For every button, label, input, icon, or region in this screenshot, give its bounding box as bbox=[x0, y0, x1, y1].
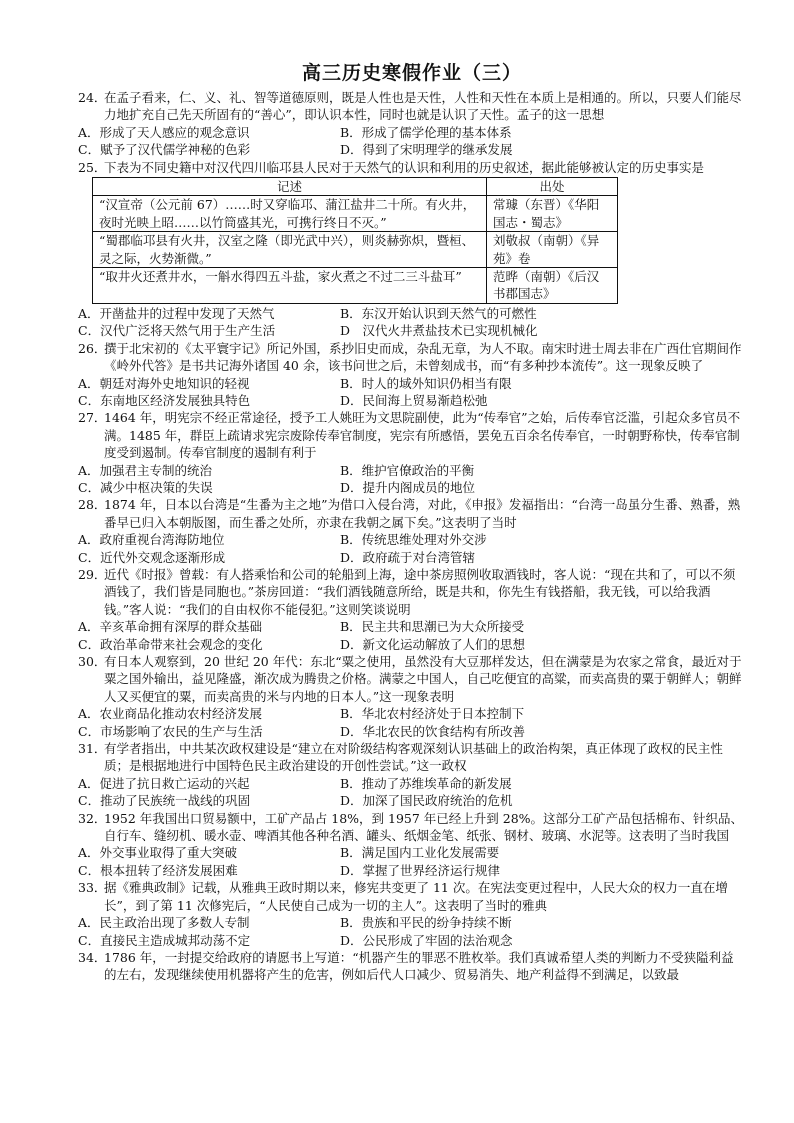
answer-option: C．推动了民族统一战线的巩固 bbox=[78, 793, 251, 809]
answer-options bbox=[78, 462, 746, 497]
answer-option: A．开凿盐井的过程中发现了天然气 bbox=[78, 305, 275, 321]
question-number: 31． bbox=[78, 741, 107, 757]
answer-options bbox=[78, 705, 746, 740]
question-text: 1952 年我国出口贸易额中，工矿产品占 18%，到 1957 年已经上升到 28%。这部分工矿产品包括棉布、针织品、自行车、缝纫机、暖水壶、啤酒其他各种名酒、罐头、纸烟金笔、纸张、钢材、玻璃、水泥等。这表明了当时我国 bbox=[104, 810, 744, 844]
answer-option: A．形成了天人感应的观念意识 bbox=[78, 124, 250, 140]
answer-option: D 汉代火井煮盐技术已实现机械化 bbox=[340, 323, 538, 339]
table-header-row bbox=[93, 178, 618, 196]
question-stem bbox=[78, 89, 746, 124]
answer-option: B．推动了苏维埃革命的新发展 bbox=[340, 775, 512, 791]
answer-option: A．外交事业取得了重大突破 bbox=[78, 845, 238, 861]
answer-option: B．传统思维处理对外交涉 bbox=[340, 532, 487, 548]
answer-options bbox=[78, 305, 746, 340]
table-row bbox=[93, 268, 618, 304]
question-stem bbox=[78, 653, 746, 705]
question-number: 34． bbox=[78, 949, 107, 965]
table-cell: “取井火还煮井水，一斛水得四五斗盐，家火煮之不过二三斗盐耳” bbox=[93, 268, 487, 304]
answer-option: C．减少中枢决策的失误 bbox=[78, 479, 213, 495]
question-25 bbox=[78, 159, 746, 340]
answer-option: A．朝廷对海外史地知识的轻视 bbox=[78, 375, 250, 391]
answer-option: C．近代外交观念逐渐形成 bbox=[78, 549, 226, 565]
answer-options bbox=[78, 844, 746, 879]
question-number: 33． bbox=[78, 880, 107, 896]
answer-option: D．民间海上贸易渐趋松弛 bbox=[340, 392, 488, 408]
answer-option: C．直接民主造成城邦动荡不定 bbox=[78, 932, 251, 948]
answer-option: C．赋予了汉代儒学神秘的色彩 bbox=[78, 142, 251, 158]
question-stem bbox=[78, 409, 746, 461]
answer-option: B．华北农村经济处于日本控制下 bbox=[340, 706, 525, 722]
answer-option: D．提升内阁成员的地位 bbox=[340, 479, 476, 495]
question-text: 1464 年，明宪宗不经正常途径，授予工人姚旺为文思院副使，此为“传奉官”之始，后传奉官泛滥，引起众多官员不满。1485 年，群臣上疏请求宪宗废除传奉官制度，宪宗有所感悟，罢免五百余名传奉官，一时朝野称快，传奉官制度受到遏制。传奉官制度的遏制有利于 bbox=[104, 410, 741, 461]
question-stem bbox=[78, 340, 746, 375]
answer-option: C．根本扭转了经济发展困难 bbox=[78, 862, 238, 878]
answer-option: A．民主政治出现了多数人专制 bbox=[78, 915, 250, 931]
question-31 bbox=[78, 740, 746, 810]
source-table bbox=[92, 177, 618, 304]
answer-option: B．时人的域外知识仍相当有限 bbox=[340, 375, 512, 391]
question-number: 32． bbox=[78, 810, 107, 826]
question-text: 1786 年，一封提交给政府的请愿书上写道：“机器产生的罪恶不胜枚举。我们真诚希望人类的判断力不受狭隘利益的左右，发现继续使用机器将产生的危害，例如后代人口减少、贸易消失、地产利益得不到满足，以致最 bbox=[104, 949, 734, 983]
question-text: 下表为不同史籍中对汉代四川临邛县人民对于天然气的认识和利用的历史叙述，据此能够被认定的历史事实是 bbox=[104, 159, 705, 175]
question-32 bbox=[78, 810, 746, 880]
question-26 bbox=[78, 340, 746, 410]
answer-option: B．贵族和平民的纷争持续不断 bbox=[340, 915, 512, 931]
answer-option: D．得到了宋明理学的继承发展 bbox=[340, 142, 513, 158]
answer-option: B．民主共和思潮已为大众所接受 bbox=[340, 619, 525, 635]
answer-option: B．满足国内工业化发展需要 bbox=[340, 845, 500, 861]
table-row bbox=[93, 232, 618, 268]
answer-option: D．加深了国民政府统治的危机 bbox=[340, 793, 513, 809]
question-34 bbox=[78, 949, 746, 984]
question-number: 28． bbox=[78, 497, 107, 513]
table-header-cell: 出处 bbox=[487, 178, 618, 196]
question-text: 据《雅典政制》记载，从雅典王政时期以来，修宪共变更了 11 次。在宪法变更过程中，人民大众的权力一直在增长”，到了第 11 次修宪后，“人民使自己成为一切的主人”。这表明了当时的雅典 bbox=[104, 880, 728, 913]
question-number: 24． bbox=[78, 90, 107, 105]
answer-options bbox=[78, 618, 746, 653]
answer-option: D．政府疏于对台湾管辖 bbox=[340, 549, 476, 565]
table-cell: “蜀郡临邛县有火井，汉室之隆（即光武中兴），则炎赫弥炽，暨桓、灵之际，火势渐微。” bbox=[93, 232, 487, 268]
question-stem bbox=[78, 810, 746, 845]
question-text: 近代《时报》曾载：有人搭乘怡和公司的轮船到上海，途中茶房照例收取酒钱时，客人说：“现在共和了，可以不须酒钱了，我们皆是同胞也。”茶房回道：“我们酒钱随意所给，既是共和，你先生有钱搭船，我无钱，可以给我酒钱。”客人说：“我们的自由权你不能侵犯。”这则笑谈说明 bbox=[104, 566, 736, 617]
answer-option: A．辛亥革命拥有深厚的群众基础 bbox=[78, 619, 263, 635]
answer-option: C．汉代广泛将天然气用于生产生活 bbox=[78, 323, 276, 339]
question-number: 27． bbox=[78, 410, 107, 426]
question-30 bbox=[78, 653, 746, 740]
question-stem bbox=[78, 740, 746, 775]
answer-option: D．掌握了世界经济运行规律 bbox=[340, 862, 501, 878]
answer-options bbox=[78, 531, 746, 566]
question-text: 在孟子看来，仁、义、礼、智等道德原则，既是人性也是天性，人性和天性在本质上是相通的。所以，只要人们能尽力地扩充自己先天所固有的“善心”，即认识本性，同时也就是认识了天性。孟子的这一思想 bbox=[104, 90, 742, 123]
answer-options bbox=[78, 775, 746, 810]
answer-option: A．加强君主专制的统治 bbox=[78, 462, 213, 478]
table-row bbox=[93, 196, 618, 232]
question-text: 有日本人观察到，20 世纪 20 年代：东北“粟之使用，虽然没有大豆那样发达，但在满蒙是为农家之常食，最近对于粟之国外输出，益见隆盛，渐次成为腾贵之价格。满蒙之中国人，自己吃便宜的高粱，而卖高贵的粟于朝鲜人；朝鲜人又买便宜的粟，而卖高贵的米与内地的日本人。”这一现象表明 bbox=[104, 654, 742, 704]
question-stem bbox=[78, 496, 746, 531]
question-text: 撰于北宋初的《太平寰宇记》所记外国，系抄旧史而成，杂乱无章，为人不取。南宋时进士周去非在广西仕官期间作《岭外代答》是书共记海外诸国 40 余，该书问世之后，未曾刻成书，而“有多种抄本流传”。这一现象反映了 bbox=[104, 340, 742, 374]
answer-option: C．市场影响了农民的生产与生活 bbox=[78, 723, 263, 739]
question-33 bbox=[78, 879, 746, 949]
table-cell: “汉宣帝（公元前 67）……时又穿临邛、蒲江盐井二十所。有火井，夜时光映上昭……以竹筒盛其光，可携行终日不灭。” bbox=[93, 196, 487, 232]
question-list bbox=[78, 89, 746, 984]
question-28 bbox=[78, 496, 746, 566]
table-cell: 范晔（南朝）《后汉书郡国志》 bbox=[487, 268, 618, 304]
answer-options bbox=[78, 124, 746, 159]
question-24 bbox=[78, 89, 746, 159]
question-29 bbox=[78, 566, 746, 653]
answer-option: A．农业商品化推动农村经济发展 bbox=[78, 706, 263, 722]
answer-option: D．华北农民的饮食结构有所改善 bbox=[340, 723, 526, 739]
table-header-cell: 记述 bbox=[93, 178, 487, 196]
question-text: 1874 年，日本以台湾是“生番为主之地”为借口入侵台湾，对此，《申报》发福指出：“台湾一岛虽分生番、熟番，熟番早已归入本朝版图，而生番之处所，亦隶在我朝之属下矣。”这表明了当时 bbox=[104, 497, 741, 530]
question-stem bbox=[78, 159, 746, 176]
answer-option: A．政府重视台湾海防地位 bbox=[78, 532, 225, 548]
answer-option: A．促进了抗日救亡运动的兴起 bbox=[78, 775, 250, 791]
answer-options bbox=[78, 914, 746, 949]
answer-options bbox=[78, 375, 746, 410]
table-cell: 刘敬叔（南朝）《异苑》卷 bbox=[487, 232, 618, 268]
question-number: 26． bbox=[78, 340, 107, 356]
answer-option: D．新文化运动解放了人们的思想 bbox=[340, 636, 526, 652]
question-number: 30． bbox=[78, 654, 107, 669]
table-cell: 常璩（东晋）《华阳国志・蜀志》 bbox=[487, 196, 618, 232]
question-text: 有学者指出，中共某次政权建设是“建立在对阶级结构客观深刻认识基础上的政治构架，真正体现了政权的民主性质；是根据地进行中国特色民主政治建设的开创性尝试。”这一政权 bbox=[104, 741, 723, 774]
answer-option: D．公民形成了牢固的法治观念 bbox=[340, 932, 513, 948]
answer-option: B．东汉开始认识到天然气的可燃性 bbox=[340, 305, 537, 321]
answer-option: C．东南地区经济发展独具特色 bbox=[78, 392, 251, 408]
answer-option: C．政治革命带来社会观念的变化 bbox=[78, 636, 263, 652]
answer-option: B．形成了儒学伦理的基本体系 bbox=[340, 124, 512, 140]
page-title: 高三历史寒假作业（三） bbox=[301, 62, 522, 84]
question-stem bbox=[78, 949, 746, 984]
question-stem bbox=[78, 566, 746, 618]
question-stem bbox=[78, 879, 746, 914]
question-27 bbox=[78, 409, 746, 496]
answer-option: B．维护官僚政治的平衡 bbox=[340, 462, 475, 478]
question-number: 29． bbox=[78, 566, 107, 582]
question-number: 25． bbox=[78, 159, 107, 175]
